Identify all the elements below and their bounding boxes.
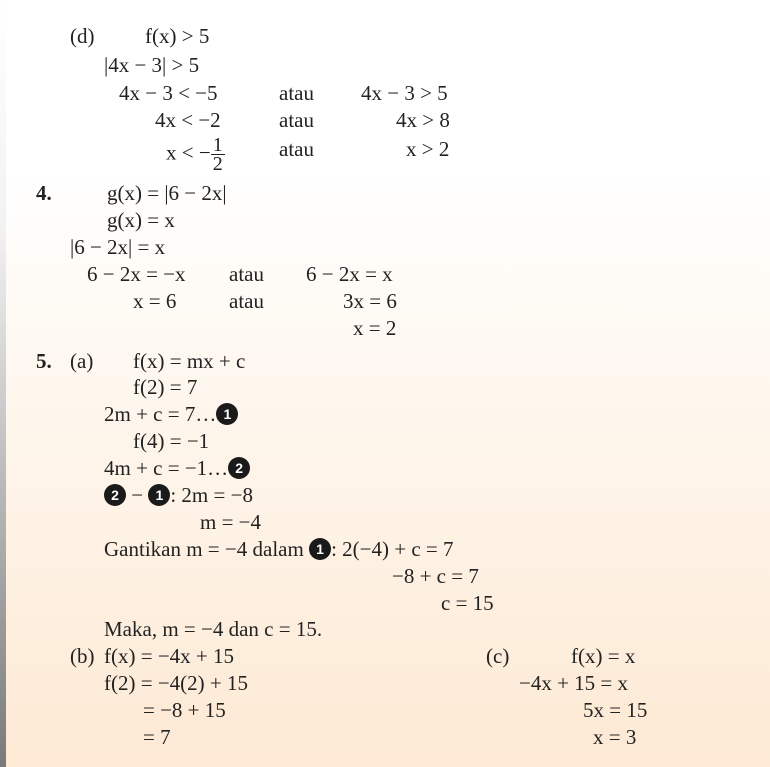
equation-2-marker-icon: 2	[228, 457, 250, 479]
fraction-denominator: 2	[212, 153, 223, 175]
d-line-3-atau: atau	[279, 81, 314, 105]
q5b-line-2: f(2) = −4(2) + 15	[104, 671, 248, 695]
q5b-line-3: = −8 + 15	[143, 698, 226, 722]
q5b-line-1: f(x) = −4x + 15	[104, 644, 235, 668]
gantikan-text: Gantikan m = −4 dalam	[104, 537, 304, 561]
d-line-5-left	[166, 136, 225, 173]
one-half-fraction	[211, 136, 225, 173]
q5a-conclusion: Maka, m = −4 dan c = 15.	[104, 617, 323, 641]
q4-line-6: x = 2	[353, 316, 397, 340]
d-line-5-right: x > 2	[406, 137, 450, 161]
d-line-4-atau: atau	[279, 108, 314, 132]
d-line-2: |4x − 3| > 5	[104, 53, 200, 77]
d-line-1: f(x) > 5	[145, 24, 210, 48]
part-5c-label: (c)	[486, 644, 510, 668]
fraction-numerator: 1	[212, 134, 223, 156]
equation-1-marker-icon: 1	[148, 484, 170, 506]
q5a-equation-1	[104, 401, 238, 427]
q4-line-4-right: 6 − 2x = x	[306, 262, 393, 286]
question-5-number: 5.	[36, 349, 52, 373]
q4-line-5-atau: atau	[229, 289, 264, 313]
q4-line-4-atau: atau	[229, 262, 264, 286]
q4-line-4-left: 6 − 2x = −x	[87, 262, 186, 286]
q5a-equation-2	[104, 455, 250, 481]
q5a-line-9: −8 + c = 7	[392, 564, 479, 588]
q5a-line-8: : 2(−4) + c = 7	[331, 537, 454, 561]
q5a-line-1: f(x) = mx + c	[133, 349, 246, 373]
q5c-line-2: −4x + 15 = x	[519, 671, 629, 695]
q5c-line-1: f(x) = x	[571, 644, 636, 668]
q4-line-5-left: x = 6	[133, 289, 177, 313]
part-5b-label: (b)	[70, 644, 95, 668]
q5a-line-7: m = −4	[200, 510, 262, 534]
q4-line-2: g(x) = x	[107, 208, 175, 232]
q5a-line-4: f(4) = −1	[133, 429, 210, 453]
minus-sign: −	[131, 483, 144, 507]
q5a-substitution-line	[104, 536, 453, 562]
question-4-number: 4.	[36, 181, 52, 205]
q5a-line-10: c = 15	[441, 591, 494, 615]
equation-2-marker-icon: 2	[104, 484, 126, 506]
q5a-line-6: : 2m = −8	[170, 483, 253, 507]
equation-1-marker-icon: 1	[309, 538, 331, 560]
part-5a-label: (a)	[70, 349, 94, 373]
q5c-line-4: x = 3	[593, 725, 637, 749]
q4-line-5-right: 3x = 6	[343, 289, 397, 313]
d-line-4-right: 4x > 8	[396, 108, 450, 132]
equation-1-marker-icon: 1	[216, 403, 238, 425]
q5a-line-5: 4m + c = −1…	[104, 456, 229, 480]
d-line-3-left: 4x − 3 < −5	[119, 81, 218, 105]
q4-line-1: g(x) = |6 − 2x|	[107, 181, 227, 205]
part-d-label: (d)	[70, 24, 95, 48]
q5c-line-3: 5x = 15	[583, 698, 648, 722]
page-edge-shadow	[0, 0, 6, 767]
d-line-4-left: 4x < −2	[155, 108, 221, 132]
d-line-5-atau: atau	[279, 137, 314, 161]
q5a-subtraction-line	[104, 482, 253, 508]
d-line-3-right: 4x − 3 > 5	[361, 81, 448, 105]
q5b-line-4: = 7	[143, 725, 171, 749]
q5a-line-2: f(2) = 7	[133, 375, 198, 399]
q5a-line-3: 2m + c = 7…	[104, 402, 217, 426]
d-line-5-text: x < −	[166, 140, 211, 165]
q4-line-3: |6 − 2x| = x	[70, 235, 166, 259]
